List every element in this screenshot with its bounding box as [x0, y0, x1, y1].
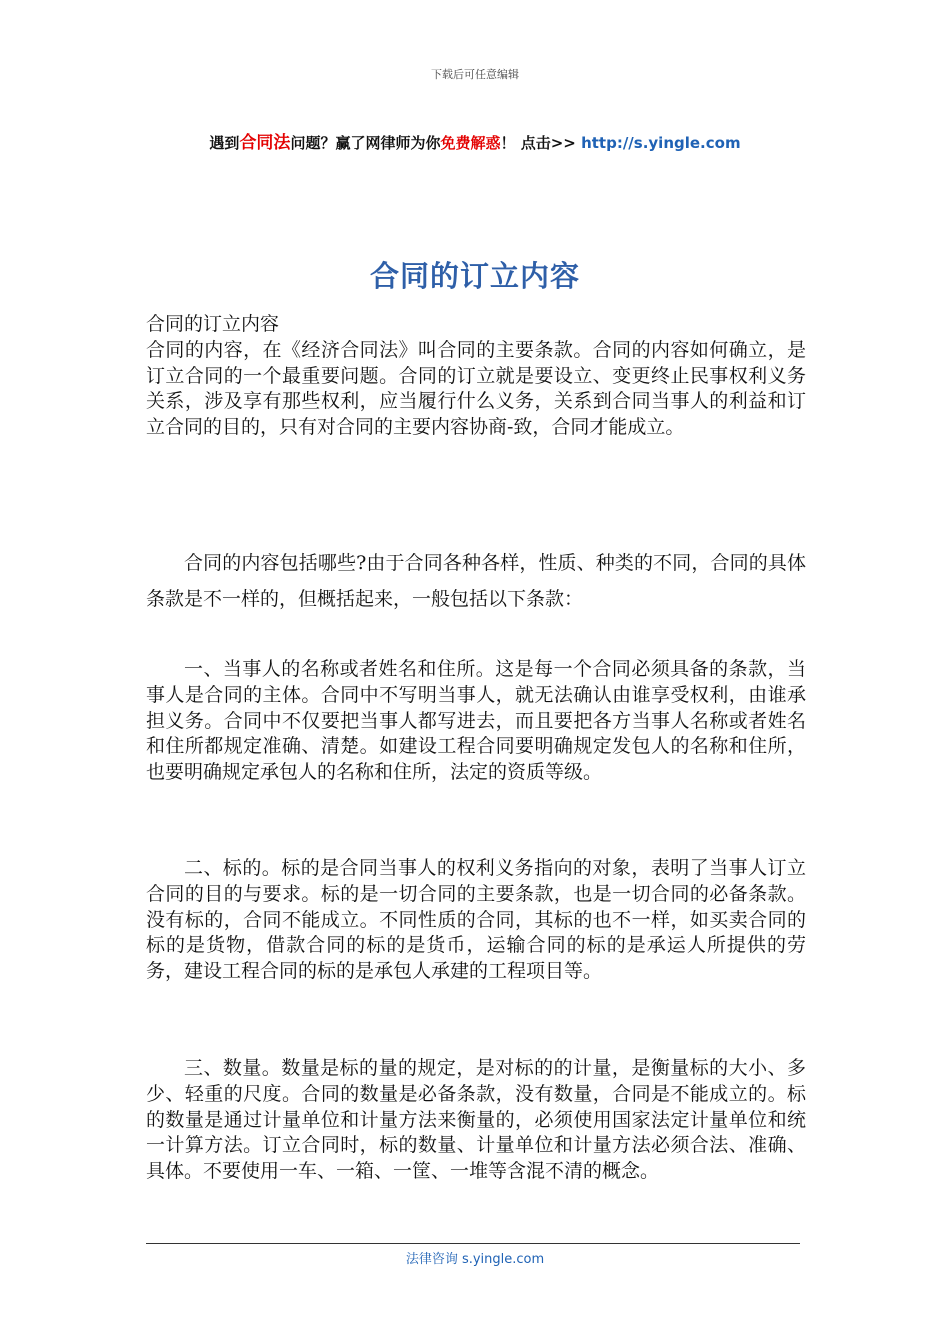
clause-3-section [146, 1056, 806, 1185]
page-header-note: 下载后可任意编辑 [431, 68, 519, 81]
overview-paragraph: 合同的内容包括哪些?由于合同各种各样，性质、种类的不同，合同的具体条款是不一样的，但概括起来，一般包括以下条款： [146, 552, 806, 610]
clause-1-section [146, 657, 806, 786]
clause-3-paragraph: 三、数量。数量是标的量的规定，是对标的的计量，是衡量标的大小、多少、轻重的尺度。合同的数量是必备条款，没有数量，合同是不能成立的。标的数量是通过计量单位和计量方法来衡量的，必须使用国家法定计量单位和统一计算方法。订立合同时，标的数量、计量单位和计量方法必须合法、准确、具体。不要使用一车、一箱、一筐、一堆等含混不清的概念。 [146, 1057, 806, 1183]
ad-highlight: 免费解惑 [440, 134, 501, 152]
clause-2-section [146, 856, 806, 985]
intro-heading: 合同的订立内容 [146, 313, 280, 335]
ad-keyword: 合同法 [239, 133, 291, 153]
clause-1-paragraph: 一、当事人的名称或者姓名和住所。这是每一个合同必须具备的条款，当事人是合同的主体。合同中不写明当事人，就无法确认由谁享受权利，由谁承担义务。合同中不仅要把当事人都写进去，而且要把各方当事人名称或者姓名和住所都规定准确、清楚。如建设工程合同要明确规定发包人的名称和住所，也要明确规定承包人的名称和住所，法定的资质等级。 [146, 658, 806, 784]
ad-link[interactable]: http://s.yingle.com [581, 134, 741, 152]
ad-text-3: ！ 点击>> [500, 134, 582, 152]
intro-paragraph: 合同的内容，在《经济合同法》叫合同的主要条款。合同的内容如何确立，是订立合同的一个最重要问题。合同的订立就是要设立、变更终止民事权利义务关系，涉及享有那些权利，应当履行什么义务，关系到合同当事人的利益和订立合同的目的，只有对合同的主要内容协商-致，合同才能成立。 [146, 338, 806, 439]
document-title: 合同的订立内容 [369, 259, 580, 293]
clause-2-paragraph: 二、标的。标的是合同当事人的权利义务指向的对象，表明了当事人订立合同的目的与要求。标的是一切合同的主要条款，也是一切合同的必备条款。没有标的，合同不能成立。不同性质的合同，其标的也不一样，如买卖合同的标的是货物，借款合同的标的是货币，运输合同的标的是承运人所提供的劳务，建设工程合同的标的是承包人承建的工程项目等。 [146, 857, 806, 983]
footer-divider [146, 1243, 800, 1244]
ad-text-1: 遇到 [209, 134, 240, 152]
overview-section [146, 545, 806, 617]
footer-text[interactable]: 法律咨询 s.yingle.com [405, 1252, 545, 1267]
intro-section [146, 312, 806, 441]
ad-text-2: 问题？赢了网律师为你 [290, 134, 441, 152]
ad-banner [0, 128, 950, 153]
